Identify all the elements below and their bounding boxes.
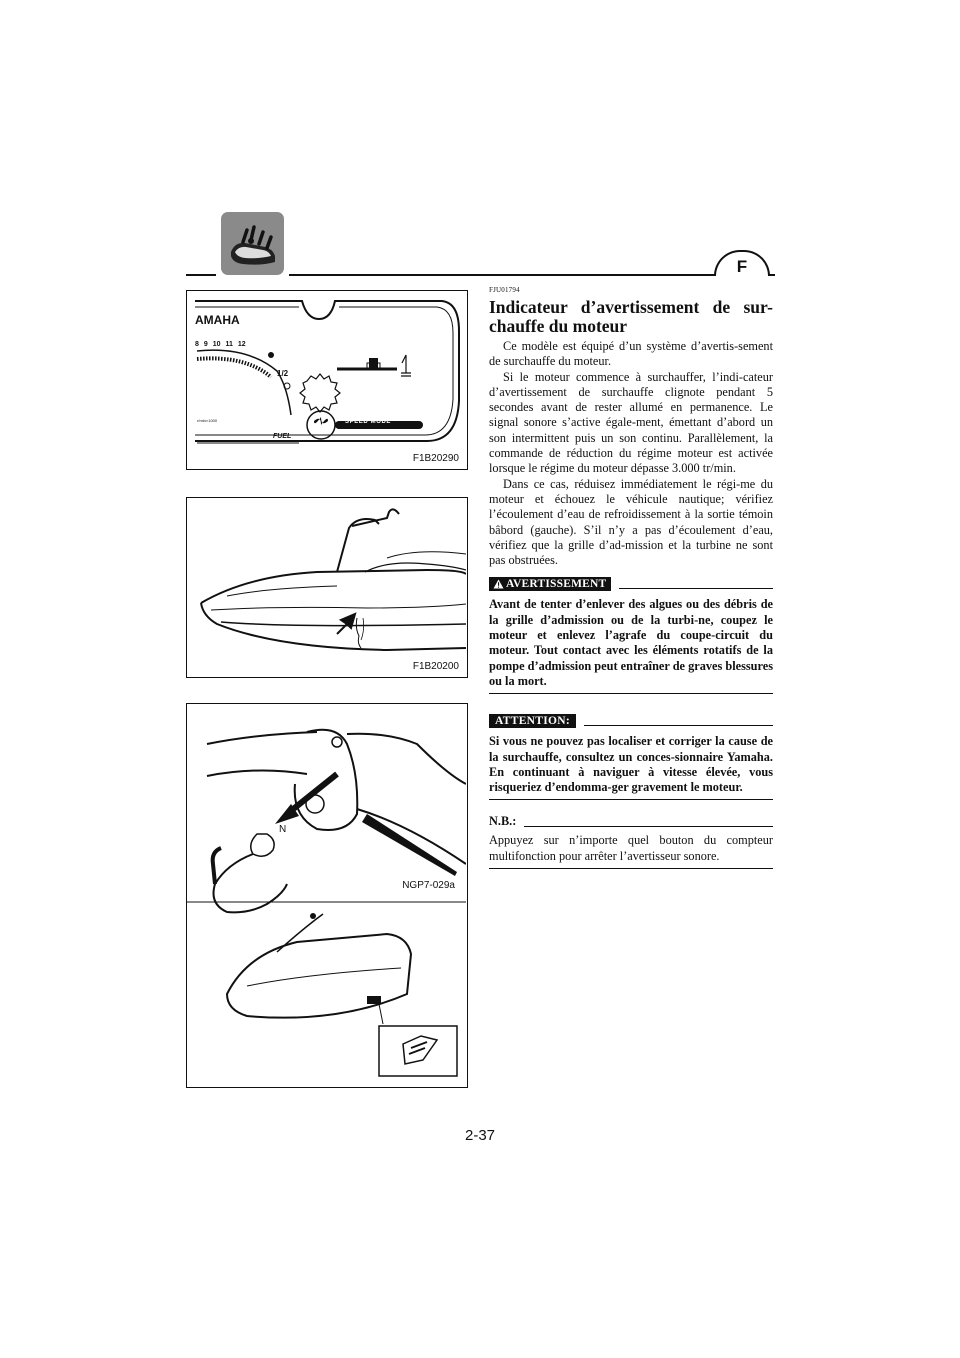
figure-label: F1B20290 <box>412 453 459 464</box>
attention-text: Si vous ne pouvez pas localiser et corriger la cause de la surchauffe, consultez un conces-sionnaire Yamaha. En continuant à naviguer à vitesse élevée, vous risqueriez d’endomma-ger gravement le moteur. <box>489 734 773 795</box>
fuel-label: FUEL <box>273 433 292 440</box>
document-code: FJU01794 <box>489 286 520 294</box>
attention-header <box>489 714 773 728</box>
attention-rule <box>489 799 773 800</box>
nb-label: N.B.: <box>489 814 517 829</box>
warning-badge <box>489 577 611 591</box>
header-rule <box>289 274 775 276</box>
figure-label: F1B20200 <box>412 661 459 672</box>
warning-header <box>489 577 773 591</box>
engine-stop-clip-illustration <box>187 704 466 1086</box>
warning-rule <box>489 693 773 694</box>
nb-text: Appuyez sur n’importe quel bouton du compteur multifonction pour arrêter l’avertisseur sonore. <box>489 833 773 863</box>
warning-text: Avant de tenter d’enlever des algues ou des débris de la grille d’admission ou de la turbi-ne, coupez le moteur et enlevez l’agrafe du coupe-circuit du moteur. Tout contact avec les éléments rotatifs de la pompe d’admission peut entraîner de graves blessures ou la mort. <box>489 597 773 688</box>
section-watercraft-icon <box>221 212 284 275</box>
warning-triangle-icon <box>493 579 504 589</box>
switch-letter: N <box>279 824 287 835</box>
speed-mode-label: SPEED MODE <box>345 419 392 425</box>
watercraft-illustration <box>187 498 466 676</box>
brand-text: AMAHA <box>195 313 240 327</box>
warning-label: AVERTISSEMENT <box>506 578 607 591</box>
figure-display-panel <box>186 290 468 470</box>
section-tab: F <box>714 250 770 276</box>
attention-badge: ATTENTION: <box>489 714 576 728</box>
scale-numbers: 8 9 10 11 12 <box>195 341 246 348</box>
figure-engine-stop-clip <box>186 703 468 1088</box>
nb-rule <box>489 868 773 869</box>
header-rule <box>186 274 216 276</box>
figure-label: NGP7-029a <box>402 880 455 891</box>
paragraph: Dans ce cas, réduisez immédiatement le régi-me du moteur et échouez le véhicule nautique; vérifiez l’écoulement d’eau de refroidissement à la sortie témoin bâbord (gauche). S’il n’y a pas d’écoulement d’eau, vérifiez que la grille d’ad-mission et la turbine ne sont pas obstruées. <box>489 476 773 568</box>
small-print: r/min×1000 <box>197 418 218 423</box>
page-number: 2-37 <box>464 1127 496 1144</box>
text-column <box>489 286 773 869</box>
paragraph: Ce modèle est équipé d’un système d’avertis-sement de surchauffe du moteur. <box>489 339 773 369</box>
nb-header <box>489 814 773 829</box>
paragraph: Si le moteur commence à surchauffer, l’indi-cateur d’avertissement de surchauffe clignote pendant 5 secondes avant de rester allumé en permanence. Le signal sonore s’active égale-ment, émettant d’abord un son intermittent puis un son continu. Parallèlement, la commande de réduction du régime moteur est activée lorsque le régime du moteur dépasse 3.000 tr/min. <box>489 369 773 476</box>
figure-watercraft-outlet <box>186 497 468 678</box>
section-title: Indicateur d’avertissement de sur-chauffe du moteur <box>489 297 773 336</box>
fuel-fraction: 1/2 <box>277 369 289 378</box>
